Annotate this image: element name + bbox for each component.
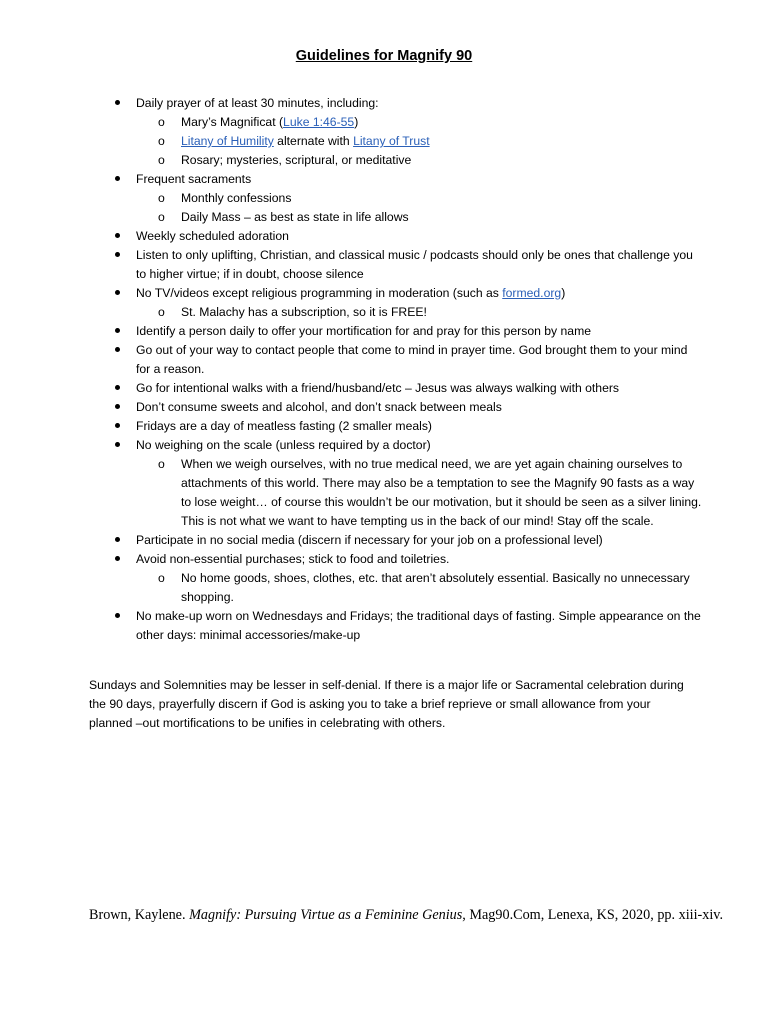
citation-details: , Mag90.Com, Lenexa, KS, 2020, pp. xiii-xiv.	[462, 907, 724, 923]
text-run: )	[354, 115, 359, 129]
list-item	[112, 284, 702, 303]
bullet-icon	[112, 379, 122, 398]
sub-list-item-text	[181, 191, 291, 205]
sub-list-item	[112, 569, 702, 607]
text-run: alternate with	[273, 134, 354, 148]
list-item-text: Fridays are a day of meatless fasting (2 smaller meals)	[136, 419, 432, 433]
hyperlink[interactable]: Luke 1:46-55	[283, 115, 355, 129]
bullet-icon	[112, 341, 122, 360]
list-item	[112, 398, 702, 417]
list-item	[112, 607, 702, 645]
sub-list-item-text	[181, 571, 690, 604]
text-run: No home goods, shoes, clothes, etc. that aren’t absolutely essential. Basically no unnecessary shopping.	[181, 571, 690, 604]
hyperlink[interactable]: formed.org	[502, 286, 562, 300]
list-item-text: Weekly scheduled adoration	[136, 229, 289, 243]
text-run: No TV/videos except religious programming in moderation (such as	[136, 286, 503, 300]
sub-bullet-icon: o	[158, 571, 165, 585]
bullet-icon	[112, 170, 122, 189]
bullet-icon	[112, 398, 122, 417]
list-item	[112, 322, 702, 341]
sub-bullet-icon: o	[158, 191, 165, 205]
bullet-icon	[112, 531, 122, 550]
bullet-icon	[112, 607, 122, 626]
sub-list-item	[112, 189, 702, 208]
sub-list-item	[112, 151, 702, 170]
sub-bullet-icon: o	[158, 210, 165, 224]
bullet-icon	[112, 227, 122, 246]
sub-list-item-text	[181, 457, 701, 528]
list-item	[112, 246, 702, 284]
list-item	[112, 436, 702, 455]
citation-book-title: Magnify: Pursuing Virtue as a Feminine Genius	[189, 907, 463, 923]
page-title: Guidelines for Magnify 90	[295, 48, 473, 64]
sub-list-item-text	[181, 153, 411, 167]
text-run: Monthly confessions	[181, 191, 292, 205]
bullet-icon	[112, 284, 122, 303]
list-item	[112, 531, 702, 550]
text-run: )	[561, 286, 566, 300]
citation	[89, 906, 725, 925]
text-run: Mary’s Magnificat (	[181, 115, 284, 129]
guidelines-list	[112, 94, 702, 645]
bullet-icon	[112, 550, 122, 569]
text-run: Daily Mass – as best as state in life allows	[181, 210, 409, 224]
bullet-icon	[112, 94, 122, 113]
text-run: Rosary; mysteries, scriptural, or meditative	[181, 153, 412, 167]
list-item-text: Go out of your way to contact people that come to mind in prayer time. God brought them to your mind for a reason.	[136, 343, 688, 376]
hyperlink[interactable]: Litany of Humility	[181, 134, 274, 148]
list-item-text: Frequent sacraments	[136, 172, 252, 186]
list-item	[112, 341, 702, 379]
list-item	[112, 379, 702, 398]
hyperlink[interactable]: Litany of Trust	[353, 134, 430, 148]
sub-bullet-icon: o	[158, 115, 165, 129]
list-item	[112, 550, 702, 569]
citation-author: Brown, Kaylene.	[89, 907, 190, 923]
list-item	[112, 170, 702, 189]
text-run: When we weigh ourselves, with no true medical need, we are yet again chaining ourselves to attachments of this world. There may also be a temptation to see the Magnify 90 fasts as a way to lose weight… of course this wouldn’t be our motivation, but it should be seen as a silver lining. This is not what we want to have tempting us in the back of our mind! Stay off the scale.	[181, 457, 702, 528]
list-item-text: No weighing on the scale (unless required by a doctor)	[136, 438, 431, 452]
list-item-text: Don’t consume sweets and alcohol, and don’t snack between meals	[136, 400, 502, 414]
sub-list-item-text	[181, 305, 427, 319]
list-item-text: No make-up worn on Wednesdays and Fridays; the traditional days of fasting. Simple appearance on the other days: minimal accessories/make-up	[136, 609, 701, 642]
text-run: St. Malachy has a subscription, so it is FREE!	[181, 305, 427, 319]
sub-bullet-icon: o	[158, 305, 165, 319]
bullet-icon	[112, 417, 122, 436]
sub-bullet-icon: o	[158, 153, 165, 167]
sub-list-item	[112, 208, 702, 227]
list-item	[112, 227, 702, 246]
list-item-text	[136, 286, 565, 300]
list-item-text: Avoid non-essential purchases; stick to food and toiletries.	[136, 552, 450, 566]
list-item	[112, 94, 702, 113]
sub-bullet-icon: o	[158, 134, 165, 148]
sub-list-item	[112, 113, 702, 132]
list-item-text: Listen to only uplifting, Christian, and classical music / podcasts should only be ones that challenge you to higher virtue; if in doubt, choose silence	[136, 248, 693, 281]
sub-list-item	[112, 455, 702, 531]
list-item-text: Identify a person daily to offer your mortification for and pray for this person by name	[136, 324, 592, 338]
list-item-text: Daily prayer of at least 30 minutes, including:	[136, 96, 379, 110]
sub-list-item-text	[181, 210, 409, 224]
sub-list-item-text	[181, 115, 358, 129]
sundays-paragraph: Sundays and Solemnities may be lesser in self-denial. If there is a major life or Sacramental celebration during the 90 days, prayerfully discern if God is asking you to take a brief reprieve or small allowance from your planned –out mortifications to be unifies in celebrating with others.	[89, 678, 684, 730]
sub-list-item	[112, 132, 702, 151]
sub-list-item-text	[181, 134, 430, 148]
sub-list-item	[112, 303, 702, 322]
bullet-icon	[112, 246, 122, 265]
bullet-icon	[112, 436, 122, 455]
bullet-icon	[112, 322, 122, 341]
list-item-text: Go for intentional walks with a friend/husband/etc – Jesus was always walking with others	[136, 381, 620, 395]
list-item-text: Participate in no social media (discern if necessary for your job on a professional level)	[136, 533, 603, 547]
sub-bullet-icon: o	[158, 457, 165, 471]
list-item	[112, 417, 702, 436]
